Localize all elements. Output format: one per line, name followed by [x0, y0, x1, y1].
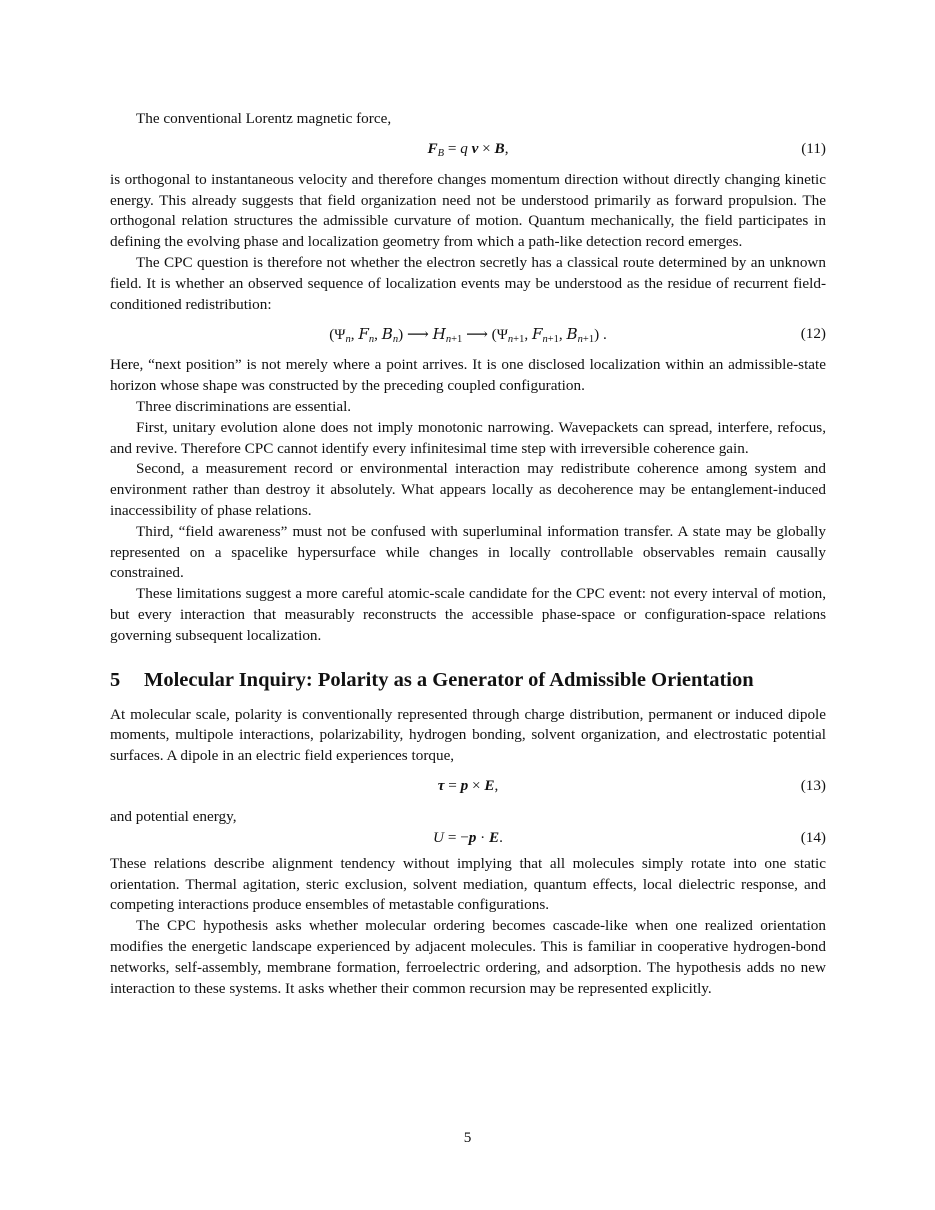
paper-page	[110, 109, 826, 999]
paragraph-cpc-hypothesis: The CPC hypothesis asks whether molecular ordering becomes cascade-like when one realized orientation modifies the energetic landscape experienced by adjacent molecules. This is familiar in cooperative hydrogen-bond networks, self-assembly, membrane formation, ferroelectric ordering, and adsorption. The hypothesis adds no new interaction to these systems. It asks whether their common recursion may be represented explicitly.	[110, 917, 826, 997]
equation-12-expression: ($\Psi_n$, $F_n$, $B_n$) ⟶ $H_{n+1}$ ⟶ ($\Psi_{n+1}$, $F_{n+1}$, $B_{n+1}$) .	[329, 325, 607, 346]
paragraph-next-position: Here, “next position” is not merely where a point arrives. It is one disclosed localization within an admissible-state horizon whose shape was constructed by the preceding coupled configuration.	[110, 356, 826, 395]
equation-14-number: (14)	[800, 828, 826, 846]
page-number: 5	[463, 1129, 472, 1146]
paragraph-alignment: These relations describe alignment tendency without implying that all molecules simply rotate into one static orientation. Thermal agitation, steric exclusion, solvent mediation, quantum effects, local dielectric response, and competing interactions produce ensembles of metastable configurations.	[110, 854, 826, 914]
equation-12-number: (12)	[800, 325, 826, 343]
equation-11-expression: $F_B = q$ v × B,	[427, 139, 509, 159]
section-number: 5	[110, 668, 121, 691]
equation-13-expression: τ = p × E,	[437, 776, 499, 794]
paragraph-limitations: These limitations suggest a more careful atomic-scale candidate for the CPC event: not every interval of motion, but every interaction that measurably reconstructs the accessible phase-space or configuration-space relations governing subsequent localization.	[110, 585, 826, 644]
equation-13-number: (13)	[800, 776, 826, 794]
paragraph-cpc-question: The CPC question is therefore not whether the electron secretly has a classical route determined by an unknown field. It is whether an observed sequence of localization events may be understood as the residue of recurrent field-conditioned redistribution:	[110, 253, 826, 313]
equation-12	[110, 324, 826, 346]
section-title: Molecular Inquiry: Polarity as a Generator of Admissible Orientation	[144, 668, 754, 691]
equation-14-expression: U = −p · E.	[433, 828, 503, 846]
paragraph-first: First, unitary evolution alone does not imply monotonic narrowing. Wavepackets can spread, interfere, refocus, and revive. Therefore CPC cannot identify every infinitesimal time step with irreversible coherence gain.	[110, 418, 826, 457]
paragraph-potential-energy: and potential energy,	[110, 807, 237, 825]
paragraph-third: Third, “field awareness” must not be confused with superluminal information transfer. A state may be globally represented on a spacelike hypersurface while changes in locally controllable observables remain causally constrained.	[110, 522, 826, 582]
equation-13	[110, 776, 826, 798]
paragraph-molecular-scale: At molecular scale, polarity is conventionally represented through charge distribution, permanent or induced dipole moments, multipole interactions, polarizability, hydrogen bonding, solvent organization, and electrostatic potential surfaces. A dipole in an electric field experiences torque,	[110, 705, 826, 765]
equation-11-number: (11)	[801, 139, 826, 157]
paragraph-three-discriminations: Three discriminations are essential.	[136, 397, 352, 415]
equation-11	[110, 139, 826, 161]
equation-14	[110, 828, 826, 850]
paragraph-second: Second, a measurement record or environmental interaction may redistribute coherence among system and environment rather than destroy it absolutely. What appears locally as decoherence may be entanglement-induced inaccessibility of phase relations.	[110, 460, 826, 519]
paragraph-orthogonal: is orthogonal to instantaneous velocity and therefore changes momentum direction without directly changing kinetic energy. This already suggests that field organization need not be understood primarily as forward propulsion. The orthogonal relation structures the admissible curvature of motion. Quantum mechanically, the field participates in defining the evolving phase and localization geometry from which a path-like detection record emerges.	[110, 170, 826, 251]
section-heading	[110, 667, 826, 693]
paragraph-lorentz-intro: The conventional Lorentz magnetic force,	[136, 110, 392, 127]
